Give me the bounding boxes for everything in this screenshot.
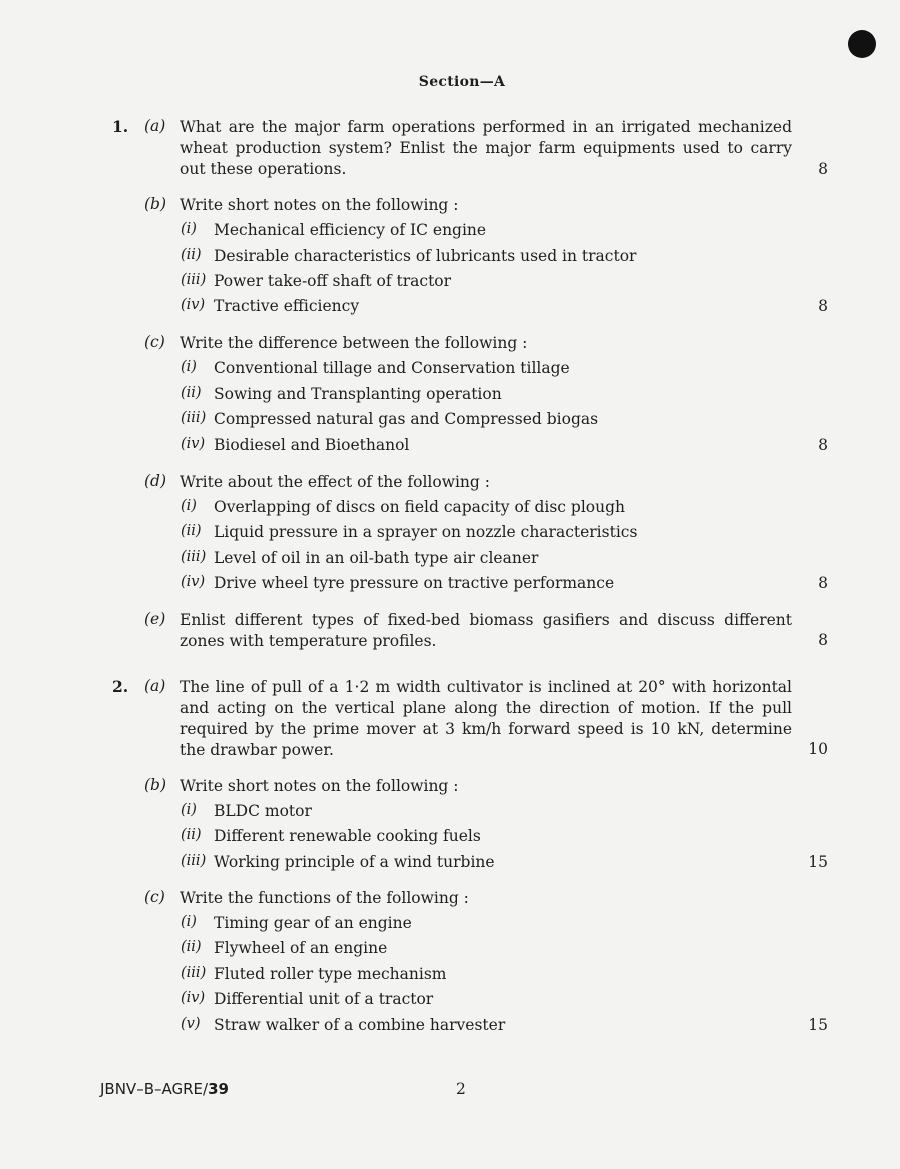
q2-part-c-text: Write the functions of the following :: [180, 889, 469, 907]
q1c-item-3-label: (iii): [181, 410, 207, 426]
q1-part-b-text: Write short notes on the following :: [180, 196, 459, 214]
q1b-item-2-text: Desirable characteristics of lubricants used in tractor: [214, 247, 637, 265]
q1-part-d-marks: 8: [818, 574, 828, 592]
q2b-item-2-text: Different renewable cooking fuels: [214, 827, 481, 845]
q1-part-b-marks: 8: [818, 297, 828, 315]
q2c-item-1-label: (i): [181, 914, 197, 930]
question-2-number: 2.: [112, 677, 129, 696]
q1d-item-3-text: Level of oil in an oil-bath type air cleaner: [214, 549, 539, 567]
q1-part-a-label: (a): [144, 117, 166, 135]
q2c-item-5-label: (v): [181, 1016, 201, 1032]
q2b-item-3-text: Working principle of a wind turbine: [214, 853, 495, 871]
q1b-item-1-label: (i): [181, 221, 197, 237]
q2-part-c-marks: 15: [808, 1016, 828, 1034]
paper-code-suffix: 39: [208, 1080, 229, 1098]
q2-part-a-label: (a): [144, 677, 166, 695]
q2c-item-2-label: (ii): [181, 939, 202, 955]
q1c-item-1-text: Conventional tillage and Conservation tillage: [214, 359, 570, 377]
q1c-item-4-label: (iv): [181, 436, 206, 452]
q1b-item-1-text: Mechanical efficiency of IC engine: [214, 221, 487, 239]
question-1-number: 1.: [112, 117, 129, 136]
q1d-item-1-label: (i): [181, 498, 197, 514]
q1-part-d-text: Write about the effect of the following :: [180, 473, 490, 491]
q1b-item-4-text: Tractive efficiency: [214, 297, 360, 315]
q2-part-a-text: The line of pull of a 1·2 m width cultivator is inclined at 20° with horizontal and acting on the vertical plane along the direction of motion. If the pull required by the prime mover at 3 km/h forward speed is 10 kN, determine the drawbar power.: [180, 678, 792, 759]
q1-part-c-marks: 8: [818, 436, 828, 454]
q2-part-b-text: Write short notes on the following :: [180, 777, 459, 795]
q2b-item-3-label: (iii): [181, 853, 207, 869]
q2b-item-2-label: (ii): [181, 827, 202, 843]
q1-part-c-label: (c): [144, 333, 165, 351]
q1d-item-4-text: Drive wheel tyre pressure on tractive performance: [214, 574, 615, 592]
q2c-item-3-label: (iii): [181, 965, 207, 981]
q1-part-a-text: What are the major farm operations performed in an irrigated mechanized wheat production system? Enlist the major farm equipments used to carry out these operations.: [180, 118, 792, 178]
q1d-item-2-label: (ii): [181, 523, 202, 539]
q1c-item-1-label: (i): [181, 359, 197, 375]
page-number: 2: [456, 1080, 466, 1098]
q1-part-c-text: Write the difference between the following :: [180, 334, 528, 352]
q2b-item-1-label: (i): [181, 802, 197, 818]
q2-part-c-label: (c): [144, 888, 165, 906]
q2c-item-3-text: Fluted roller type mechanism: [214, 965, 447, 983]
q2c-item-2-text: Flywheel of an engine: [214, 939, 388, 957]
q1c-item-4-text: Biodiesel and Bioethanol: [214, 436, 410, 454]
q1d-item-3-label: (iii): [181, 549, 207, 565]
registration-dot-mark: [848, 30, 876, 58]
q1d-item-4-label: (iv): [181, 574, 206, 590]
q1-part-d-label: (d): [144, 472, 167, 490]
q1-part-a-marks: 8: [818, 160, 828, 178]
q1d-item-2-text: Liquid pressure in a sprayer on nozzle characteristics: [214, 523, 638, 541]
q2-part-b-label: (b): [144, 776, 167, 794]
q2c-item-5-text: Straw walker of a combine harvester: [214, 1016, 506, 1034]
q2-part-a-marks: 10: [808, 740, 828, 758]
q2-part-b-marks: 15: [808, 853, 828, 871]
q1b-item-4-label: (iv): [181, 297, 206, 313]
q1-part-e-label: (e): [144, 610, 166, 628]
q1b-item-3-label: (iii): [181, 272, 207, 288]
q1c-item-2-label: (ii): [181, 385, 202, 401]
q1b-item-2-label: (ii): [181, 247, 202, 263]
q2b-item-1-text: BLDC motor: [214, 802, 312, 820]
paper-code-prefix: JBNV–B–AGRE/: [100, 1080, 209, 1098]
q1c-item-2-text: Sowing and Transplanting operation: [214, 385, 502, 403]
q1-part-e-marks: 8: [818, 631, 828, 649]
section-title: Section—A: [418, 74, 506, 90]
q1c-item-3-text: Compressed natural gas and Compressed biogas: [214, 410, 599, 428]
q2c-item-4-text: Differential unit of a tractor: [214, 990, 434, 1008]
q1b-item-3-text: Power take-off shaft of tractor: [214, 272, 452, 290]
q2c-item-4-label: (iv): [181, 990, 206, 1006]
q1-part-e-text: Enlist different types of fixed-bed biomass gasifiers and discuss different zones with temperature profiles.: [180, 611, 792, 650]
q1-part-b-label: (b): [144, 195, 167, 213]
q1d-item-1-text: Overlapping of discs on field capacity of disc plough: [214, 498, 625, 516]
paper-code: [100, 1080, 229, 1098]
q2c-item-1-text: Timing gear of an engine: [214, 914, 412, 932]
